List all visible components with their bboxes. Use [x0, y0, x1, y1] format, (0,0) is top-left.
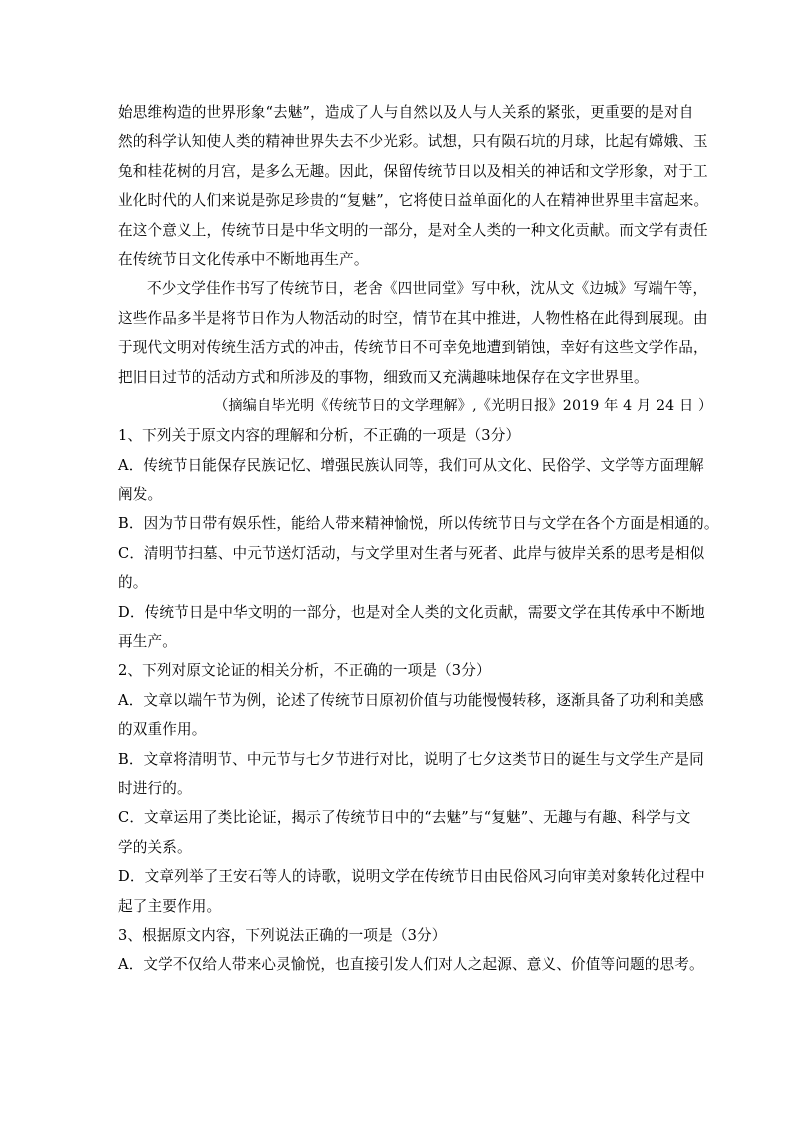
passage-line: 于现代文明对传统生活方式的冲击，传统节日不可幸免地遭到销蚀，幸好有这些文学作品，	[118, 339, 708, 357]
passage-line: 这些作品多半是将节日作为人物活动的时空，情节在其中推进，人物性格在此得到展现。由	[118, 309, 708, 327]
passage-paragraph-1	[118, 98, 709, 274]
option-b: B．文章将清明节、中元节与七夕节进行对比，说明了七夕这类节日的诞生与文学生产是同	[118, 750, 704, 768]
option-d-continued: 起了主要作用。	[118, 897, 222, 915]
passage-line: 业化时代的人们来说是弥足珍贵的“复魅”，它将使日益单面化的人在精神世界里丰富起来。	[118, 192, 709, 210]
option-a-continued: 阐发。	[118, 486, 163, 504]
question-3	[118, 921, 704, 980]
question-stem: 3、根据原文内容，下列说法正确的一项是（3分）	[118, 926, 447, 944]
option-c: C．清明节扫墓、中元节送灯活动，与文学里对生者与死者、此岸与彼岸关系的思考是相似	[118, 544, 705, 562]
option-c-continued: 的。	[118, 574, 148, 592]
passage-line: 始思维构造的世界形象“去魅”，造成了人与自然以及人与人关系的紧张，更重要的是对自	[118, 104, 694, 121]
passage-line: 在传统节日文化传承中不断地再生产。	[118, 250, 369, 268]
option-c: C．文章运用了类比论证，揭示了传统节日中的“去魅”与“复魅”、无趣与有趣、科学与文	[118, 809, 691, 827]
document-page	[118, 98, 719, 980]
option-a-continued: 的双重作用。	[118, 721, 207, 739]
option-d: D．文章列举了王安石等人的诗歌，说明文学在传统节日由民俗风习向审美对象转化过程中	[118, 868, 705, 886]
passage-line: 把旧日过节的活动方式和所涉及的事物，细致而又充满趣味地保存在文字世界里。	[118, 368, 649, 386]
option-a: A．传统节日能保存民族记忆、增强民族认同等，我们可从文化、民俗学、文学等方面理解	[118, 456, 704, 474]
question-stem: 2、下列对原文论证的相关分析，不正确的一项是（3分）	[118, 662, 491, 680]
question-1	[118, 421, 719, 656]
passage-line: 然的科学认知使人类的精神世界失去不少光彩。试想，只有陨石坑的月球，比起有嫦娥、玉	[118, 133, 708, 151]
passage-paragraph-2	[118, 274, 708, 392]
source-citation: （摘编自毕光明《传统节日的文学理解》,《光明日报》2019 年 4 月 24 日 ）	[214, 397, 713, 414]
passage-line: 不少文学佳作书写了传统节日，老舍《四世同堂》写中秋，沈从文《边城》写端午等，	[147, 280, 708, 298]
option-d-continued: 再生产。	[118, 633, 177, 651]
option-c-continued: 学的关系。	[118, 838, 192, 856]
option-b: B．因为节日带有娱乐性，能给人带来精神愉悦，所以传统节日与文学在各个方面是相通的。	[118, 515, 719, 533]
option-d: D．传统节日是中华文明的一部分，也是对全人类的文化贡献，需要文学在其传承中不断地	[118, 603, 705, 621]
passage-line: 在这个意义上，传统节日是中华文明的一部分，是对全人类的一种文化贡献。而文学有责任	[118, 221, 708, 239]
question-2	[118, 656, 705, 921]
option-b-continued: 时进行的。	[118, 779, 192, 797]
option-a: A．文学不仅给人带来心灵愉悦，也直接引发人们对人之起源、意义、价值等问题的思考。	[118, 956, 704, 974]
question-stem: 1、下列关于原文内容的理解和分析，不正确的一项是（3分）	[118, 427, 521, 445]
option-a: A．文章以端午节为例，论述了传统节日原初价值与功能慢慢转移，逐渐具备了功利和美感	[118, 691, 704, 709]
passage-line: 兔和桂花树的月宫，是多么无趣。因此，保留传统节日以及相关的神话和文学形象，对于工	[118, 162, 708, 180]
